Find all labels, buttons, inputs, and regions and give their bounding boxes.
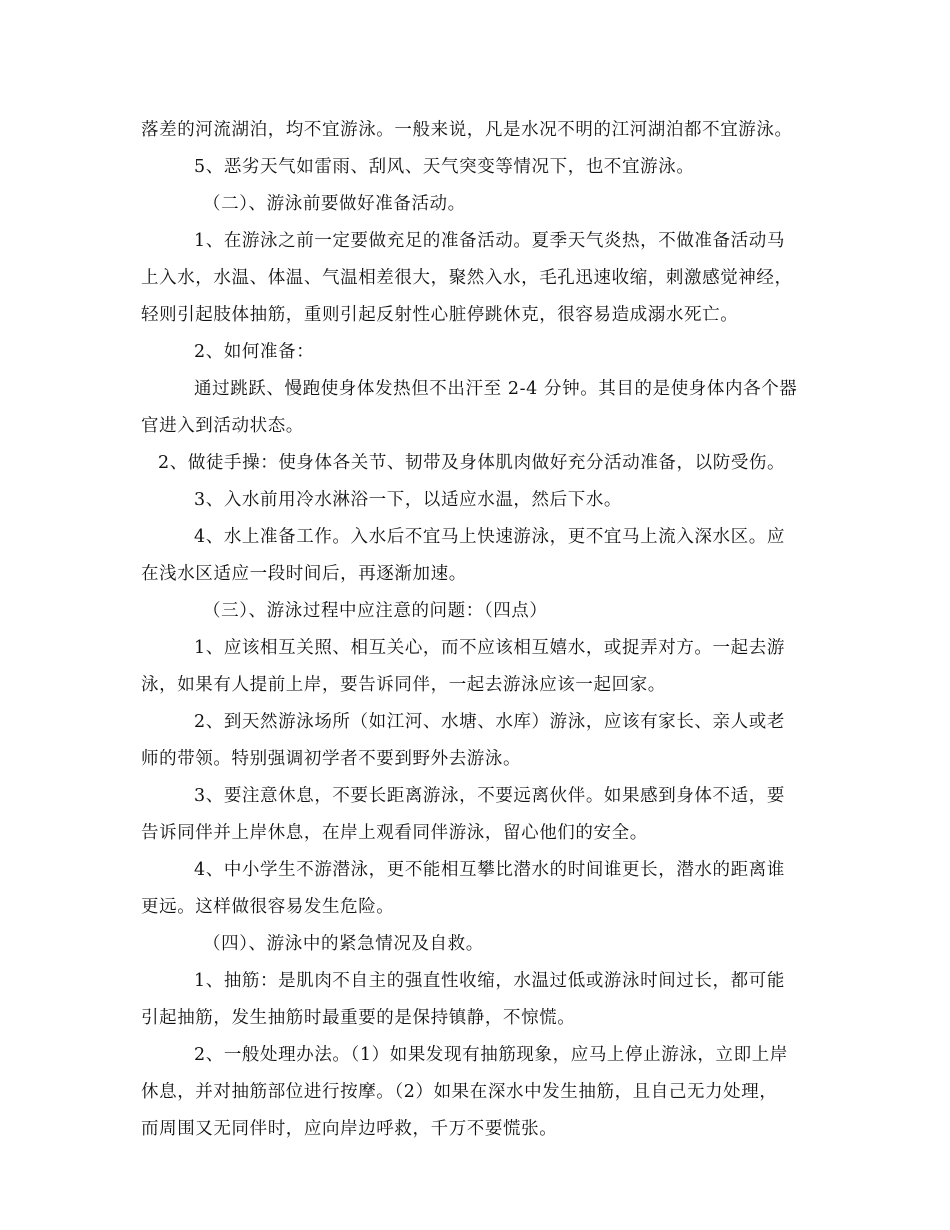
text-line: 官进入到活动状态。	[141, 416, 304, 436]
text-line: 上入水，水温、体温、气温相差很大，聚然入水，毛孔迅速收缩，刺激感觉神经，	[141, 268, 793, 288]
text-line: 告诉同伴并上岸休息，在岸上观看同伴游泳，留心他们的安全。	[141, 823, 648, 843]
text-line: 在浅水区适应一段时间后，再逐渐加速。	[141, 564, 467, 584]
text-line: 引起抽筋，发生抽筋时最重要的是保持镇静，不惊慌。	[141, 1008, 576, 1028]
text-line: 2、如何准备：	[194, 342, 315, 362]
text-line: 1、抽筋：是肌肉不自主的强直性收缩，水温过低或游泳时间过长，都可能	[194, 971, 785, 991]
section-heading: （三）、游泳过程中应注意的问题：（四点）	[203, 601, 548, 621]
text-line: 1、应该相互关照、相互关心，而不应该相互嬉水，或捉弄对方。一起去游	[194, 638, 785, 658]
text-line: 更远。这样做很容易发生危险。	[141, 897, 395, 917]
text-line: 2、一般处理办法。（1）如果发现有抽筋现象，应马上停止游泳，立即上岸	[194, 1045, 788, 1065]
text-line: 休息，并对抽筋部位进行按摩。（2）如果在深水中发生抽筋，且自己无力处理，	[141, 1082, 778, 1102]
text-line: 3、要注意休息，不要长距离游泳，不要远离伙伴。如果感到身体不适，要	[194, 786, 785, 806]
section-heading: （四）、游泳中的紧急情况及自救。	[203, 934, 484, 954]
text-line: 师的带领。特别强调初学者不要到野外去游泳。	[141, 749, 522, 769]
text-line: 轻则引起肢体抽筋，重则引起反射性心脏停跳休克，很容易造成溺水死亡。	[141, 305, 739, 325]
text-line: 2、到天然游泳场所（如江河、水塘、水库）游泳，应该有家长、亲人或老	[194, 712, 785, 732]
text-line: 落差的河流湖泊，均不宜游泳。一般来说，凡是水况不明的江河湖泊都不宜游泳。	[141, 120, 793, 140]
section-heading: （二）、游泳前要做好准备活动。	[203, 194, 466, 214]
text-line: 2、做徒手操：使身体各关节、韧带及身体肌肉做好充分活动准备，以防受伤。	[158, 453, 786, 473]
text-line: 1、在游泳之前一定要做充足的准备活动。夏季天气炎热，不做准备活动马	[194, 231, 785, 251]
text-line: 4、中小学生不游潜泳，更不能相互攀比潜水的时间谁更长，潜水的距离谁	[194, 860, 785, 880]
text-line: 4、水上准备工作。入水后不宜马上快速游泳，更不宜马上流入深水区。应	[194, 527, 785, 547]
text-line: 5、恶劣天气如雷雨、刮风、天气突变等情况下，也不宜游泳。	[194, 157, 695, 177]
text-line: 通过跳跃、慢跑使身体发热但不出汗至 2-4 分钟。其目的是使身体内各个器	[194, 379, 798, 399]
document-body	[141, 112, 811, 1148]
text-line: 泳，如果有人提前上岸，要告诉同伴，一起去游泳应该一起回家。	[141, 675, 666, 695]
text-line: 3、入水前用冷水淋浴一下，以适应水温，然后下水。	[194, 490, 623, 510]
text-line: 而周围又无同伴时，应向岸边呼救，千万不要慌张。	[141, 1119, 558, 1139]
